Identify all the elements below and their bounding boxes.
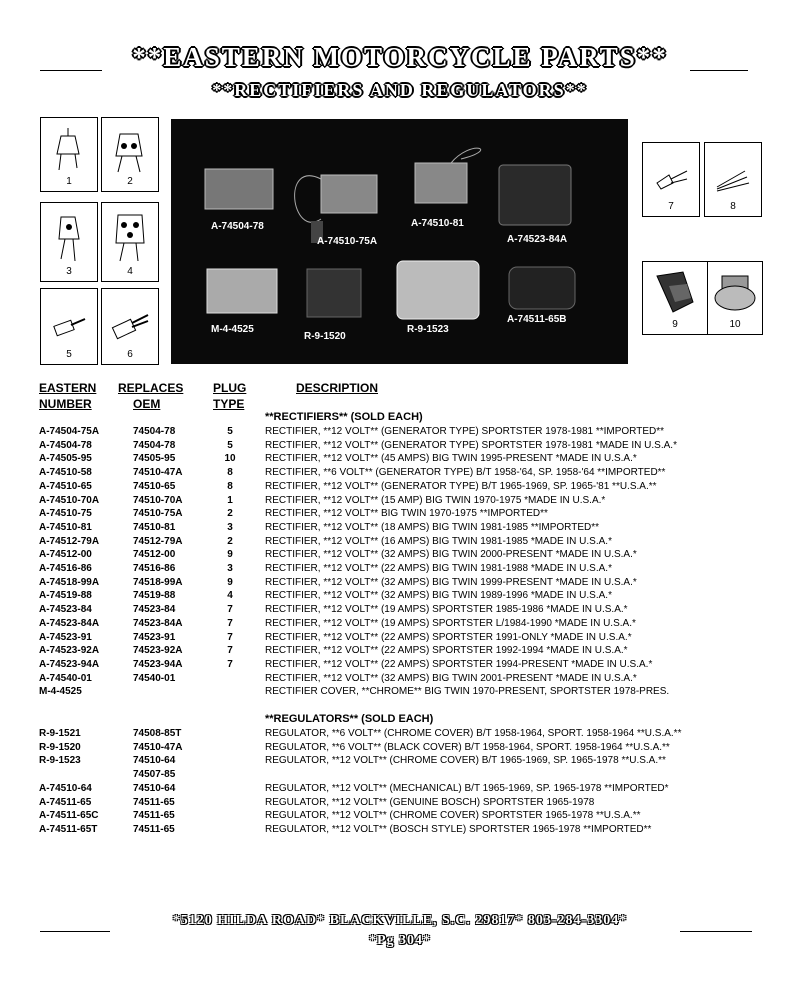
table-row bbox=[0, 823, 800, 836]
part-number: A-74511-65C bbox=[39, 810, 99, 822]
description: RECTIFIER COVER, **CHROME** BIG TWIN 1970-PRESENT, SPORTSTER 1978-PRES. bbox=[265, 686, 670, 698]
plug-type: 2 bbox=[227, 535, 233, 547]
plug-type: 4 bbox=[227, 590, 233, 602]
table-row bbox=[0, 452, 800, 465]
part-number: A-74523-84 bbox=[39, 604, 92, 616]
plug-type: 7 bbox=[227, 617, 233, 629]
plug-type: 8 bbox=[227, 480, 233, 492]
oem-number: 74510-81 bbox=[133, 521, 176, 533]
plug-type: 3 bbox=[227, 563, 233, 574]
part-number: A-74511-65T bbox=[39, 823, 98, 835]
plug-number: 2 bbox=[127, 176, 133, 187]
plug-number: 7 bbox=[668, 201, 674, 212]
oem-number: 74540-01 bbox=[133, 672, 176, 684]
part-number: A-74510-75 bbox=[39, 508, 92, 520]
oem-number: 74510-64 bbox=[133, 755, 176, 767]
plug-type: 1 bbox=[227, 494, 233, 506]
description: RECTIFIER, **12 VOLT** (16 AMPS) BIG TWIN 1981-1985 *MADE IN U.S.A.* bbox=[265, 535, 612, 547]
part-number: A-74504-78 bbox=[39, 439, 92, 451]
header-replaces: REPLACES bbox=[118, 381, 184, 395]
table-row bbox=[0, 576, 800, 589]
oem-number: 74510-65 bbox=[133, 480, 176, 492]
description: RECTIFIER, **6 VOLT** (GENERATOR TYPE) B/T 1958-'64, SP. 1958-'64 **IMPORTED** bbox=[265, 467, 666, 479]
part-number: A-74504-75A bbox=[39, 426, 100, 437]
part-number: A-74510-81 bbox=[39, 521, 92, 533]
plug-type: 3 bbox=[227, 521, 233, 533]
oem-number: 74511-65 bbox=[133, 796, 175, 808]
table-row bbox=[0, 672, 800, 685]
oem-number: 74512-79A bbox=[133, 535, 183, 547]
oem-number: 74519-88 bbox=[133, 590, 176, 602]
oem-number: 74510-47A bbox=[133, 741, 183, 753]
description: RECTIFIER, **12 VOLT** (22 AMPS) SPORTSTER 1991-ONLY *MADE IN U.S.A.* bbox=[265, 631, 632, 643]
footer-address: *5120 HILDA ROAD* BLACKVILLE, S.C. 29817* 803-284-3304* bbox=[172, 913, 628, 928]
table-row bbox=[0, 603, 800, 616]
plug-box-4 bbox=[101, 202, 159, 282]
description: RECTIFIER, **12 VOLT** (GENERATOR TYPE) SPORTSTER 1978-1981 **IMPORTED** bbox=[265, 426, 665, 437]
description: RECTIFIER, **12 VOLT** (32 AMPS) BIG TWIN 2001-PRESENT *MADE IN U.S.A.* bbox=[265, 672, 637, 684]
part-number: R-9-1523 bbox=[39, 755, 81, 767]
table-row bbox=[0, 507, 800, 520]
description: REGULATOR, **12 VOLT** (CHROME COVER) B/T 1965-1969, SP. 1965-1978 **U.S.A.** bbox=[265, 755, 666, 767]
plug-box-10 bbox=[707, 261, 763, 335]
plug-box-9 bbox=[642, 261, 708, 335]
part-number: A-74519-88 bbox=[39, 590, 92, 602]
part-number: A-74523-94A bbox=[39, 658, 100, 670]
plug-type: 5 bbox=[227, 439, 233, 451]
oem-number: 74510-47A bbox=[133, 467, 183, 479]
plug-type: 5 bbox=[227, 426, 233, 437]
photo-label: A-74510-81 bbox=[411, 218, 464, 229]
description: RECTIFIER, **12 VOLT** (19 AMPS) SPORTSTER L/1984-1990 *MADE IN U.S.A.* bbox=[265, 617, 636, 629]
plug-type: 7 bbox=[227, 604, 233, 616]
table-row bbox=[0, 589, 800, 602]
part-number: A-74510-65 bbox=[39, 480, 92, 492]
table-row bbox=[0, 631, 800, 644]
description: RECTIFIER, **12 VOLT** (GENERATOR TYPE) SPORTSTER 1978-1981 *MADE IN U.S.A.* bbox=[265, 439, 677, 451]
table-row bbox=[0, 439, 800, 452]
description: REGULATOR, **12 VOLT** (CHROME COVER) SPORTSTER 1965-1978 **U.S.A.** bbox=[265, 810, 641, 822]
table-row bbox=[0, 548, 800, 561]
plug-type: 7 bbox=[227, 658, 233, 670]
plug-box-7 bbox=[642, 142, 700, 217]
oem-number: 74504-78 bbox=[133, 439, 176, 451]
plug-type: 10 bbox=[224, 453, 236, 465]
section-rectifiers: **RECTIFIERS** (SOLD EACH) bbox=[265, 411, 423, 423]
oem-number: 74518-99A bbox=[133, 576, 183, 588]
table-row bbox=[0, 796, 800, 809]
table-row bbox=[0, 768, 800, 781]
oem-number: 74512-00 bbox=[133, 549, 176, 561]
part-number: A-74510-64 bbox=[39, 782, 92, 794]
part-number: R-9-1520 bbox=[39, 741, 81, 753]
photo-label: R-9-1523 bbox=[407, 324, 449, 335]
part-number: A-74511-65 bbox=[39, 796, 92, 808]
part-number: A-74516-86 bbox=[39, 563, 92, 574]
oem-number: 74523-84 bbox=[133, 604, 176, 616]
oem-number: 74510-75A bbox=[133, 508, 183, 520]
oem-number: 74504-78 bbox=[133, 426, 176, 437]
part-number: A-74512-79A bbox=[39, 535, 100, 547]
photo-label: A-74523-84A bbox=[507, 234, 568, 245]
plug-number: 3 bbox=[66, 266, 72, 277]
oem-number: 74510-64 bbox=[133, 782, 176, 794]
header-eastern: EASTERN bbox=[39, 381, 97, 395]
footer-rule-left bbox=[40, 931, 110, 932]
part-number: A-74518-99A bbox=[39, 576, 100, 588]
oem-number: 74508-85T bbox=[133, 728, 182, 739]
part-number: A-74540-01 bbox=[39, 672, 92, 684]
table-row bbox=[0, 562, 800, 575]
description: RECTIFIER, **12 VOLT** (18 AMPS) BIG TWIN 1981-1985 **IMPORTED** bbox=[265, 521, 599, 533]
plug-number: 4 bbox=[127, 266, 133, 277]
table-row bbox=[0, 809, 800, 822]
description: REGULATOR, **12 VOLT** (MECHANICAL) B/T 1965-1969, SP. 1965-1978 **IMPORTED* bbox=[265, 782, 669, 794]
oem-number: 74511-65 bbox=[133, 810, 175, 822]
description: RECTIFIER, **12 VOLT** (15 AMP) BIG TWIN 1970-1975 *MADE IN U.S.A.* bbox=[265, 494, 606, 506]
oem-number: 74516-86 bbox=[133, 563, 176, 574]
part-number: A-74512-00 bbox=[39, 549, 92, 561]
plug-box-2 bbox=[101, 117, 159, 192]
plug-number: 9 bbox=[672, 319, 678, 330]
table-row bbox=[0, 658, 800, 671]
description: REGULATOR, **6 VOLT** (BLACK COVER) B/T 1958-1964, SPORT. 1958-1964 **U.S.A.** bbox=[265, 741, 670, 753]
description: RECTIFIER, **12 VOLT** (22 AMPS) SPORTSTER 1992-1994 *MADE IN U.S.A.* bbox=[265, 645, 628, 657]
part-number: A-74523-92A bbox=[39, 645, 100, 657]
plug-box-5 bbox=[40, 288, 98, 365]
photo-label: A-74511-65B bbox=[507, 314, 567, 325]
section-regulators: **REGULATORS** (SOLD EACH) bbox=[265, 713, 434, 725]
oem-number: 74523-92A bbox=[133, 645, 183, 657]
header-plug: PLUG bbox=[213, 381, 247, 395]
oem-number: 74511-65 bbox=[133, 823, 175, 835]
plug-box-3 bbox=[40, 202, 98, 282]
oem-number: 74505-95 bbox=[133, 453, 176, 465]
product-photo bbox=[171, 119, 628, 364]
oem-number: 74510-70A bbox=[133, 494, 183, 506]
header-description: DESCRIPTION bbox=[296, 381, 379, 395]
plug-type: 9 bbox=[227, 549, 233, 561]
part-number: A-74523-84A bbox=[39, 617, 100, 629]
plug-box-1 bbox=[40, 117, 98, 192]
description: RECTIFIER, **12 VOLT** (19 AMPS) SPORTSTER 1985-1986 *MADE IN U.S.A.* bbox=[265, 604, 628, 616]
footer-page-number: *Pg 304* bbox=[368, 933, 432, 948]
oem-number: 74523-84A bbox=[133, 617, 183, 629]
page-subtitle: **RECTIFIERS AND REGULATORS** bbox=[212, 80, 588, 100]
description: REGULATOR, **12 VOLT** (GENUINE BOSCH) SPORTSTER 1965-1978 bbox=[265, 796, 595, 808]
part-number: R-9-1521 bbox=[39, 728, 81, 739]
table-row bbox=[0, 480, 800, 493]
table-row bbox=[0, 494, 800, 507]
part-number: A-74523-91 bbox=[39, 631, 92, 643]
description: RECTIFIER, **12 VOLT** BIG TWIN 1970-1975 **IMPORTED** bbox=[265, 508, 548, 520]
photo-label: R-9-1520 bbox=[304, 331, 346, 342]
footer-rule-right bbox=[680, 931, 752, 932]
photo-label: M-4-4525 bbox=[211, 324, 254, 335]
table-row bbox=[0, 617, 800, 630]
plug-type: 7 bbox=[227, 645, 233, 657]
plug-number: 8 bbox=[730, 201, 736, 212]
photo-label: A-74510-75A bbox=[317, 236, 378, 247]
plug-type: 7 bbox=[227, 631, 233, 643]
description: RECTIFIER, **12 VOLT** (32 AMPS) BIG TWIN 2000-PRESENT *MADE IN U.S.A.* bbox=[265, 549, 637, 561]
plug-box-8 bbox=[704, 142, 762, 217]
plug-box-6 bbox=[101, 288, 159, 365]
table-row bbox=[0, 727, 800, 740]
description: RECTIFIER, **12 VOLT** (32 AMPS) BIG TWIN 1989-1996 *MADE IN U.S.A.* bbox=[265, 590, 612, 602]
table-row bbox=[0, 644, 800, 657]
oem-number: 74523-91 bbox=[133, 631, 176, 643]
table-row bbox=[0, 741, 800, 754]
header-oem: OEM bbox=[133, 397, 161, 411]
part-number: M-4-4525 bbox=[39, 686, 82, 698]
oem-number: 74523-94A bbox=[133, 658, 183, 670]
table-row bbox=[0, 521, 800, 534]
page-title: **EASTERN MOTORCYCLE PARTS** bbox=[132, 42, 668, 72]
description: RECTIFIER, **12 VOLT** (22 AMPS) BIG TWIN 1981-1988 *MADE IN U.S.A.* bbox=[265, 563, 612, 574]
description: REGULATOR, **12 VOLT** (BOSCH STYLE) SPORTSTER 1965-1978 **IMPORTED** bbox=[265, 823, 652, 835]
description: RECTIFIER, **12 VOLT** (GENERATOR TYPE) B/T 1965-1969, SP. 1965-'81 **U.S.A.** bbox=[265, 480, 657, 492]
plug-number: 10 bbox=[729, 319, 741, 330]
header-number: NUMBER bbox=[39, 397, 92, 411]
photo-label: A-74504-78 bbox=[211, 221, 264, 232]
header-type: TYPE bbox=[213, 397, 245, 411]
plug-number: 5 bbox=[66, 349, 72, 360]
table-row bbox=[0, 685, 800, 698]
table-row bbox=[0, 425, 800, 438]
oem-number: 74507-85 bbox=[133, 769, 176, 781]
table-row bbox=[0, 782, 800, 795]
description: REGULATOR, **6 VOLT** (CHROME COVER) B/T 1958-1964, SPORT. 1958-1964 **U.S.A.** bbox=[265, 728, 682, 739]
plug-number: 6 bbox=[127, 349, 133, 360]
part-number: A-74510-58 bbox=[39, 467, 92, 479]
plug-type: 8 bbox=[227, 467, 233, 479]
table-row bbox=[0, 535, 800, 548]
part-number: A-74505-95 bbox=[39, 453, 92, 465]
description: RECTIFIER, **12 VOLT** (22 AMPS) SPORTSTER 1994-PRESENT *MADE IN U.S.A.* bbox=[265, 658, 653, 670]
table-row bbox=[0, 466, 800, 479]
plug-type: 9 bbox=[227, 576, 233, 588]
plug-number: 1 bbox=[66, 176, 72, 187]
description: RECTIFIER, **12 VOLT** (45 AMPS) BIG TWIN 1995-PRESENT *MADE IN U.S.A.* bbox=[265, 453, 637, 465]
table-row bbox=[0, 754, 800, 767]
plug-type: 2 bbox=[227, 508, 233, 520]
description: RECTIFIER, **12 VOLT** (32 AMPS) BIG TWIN 1999-PRESENT *MADE IN U.S.A.* bbox=[265, 576, 637, 588]
part-number: A-74510-70A bbox=[39, 494, 100, 506]
